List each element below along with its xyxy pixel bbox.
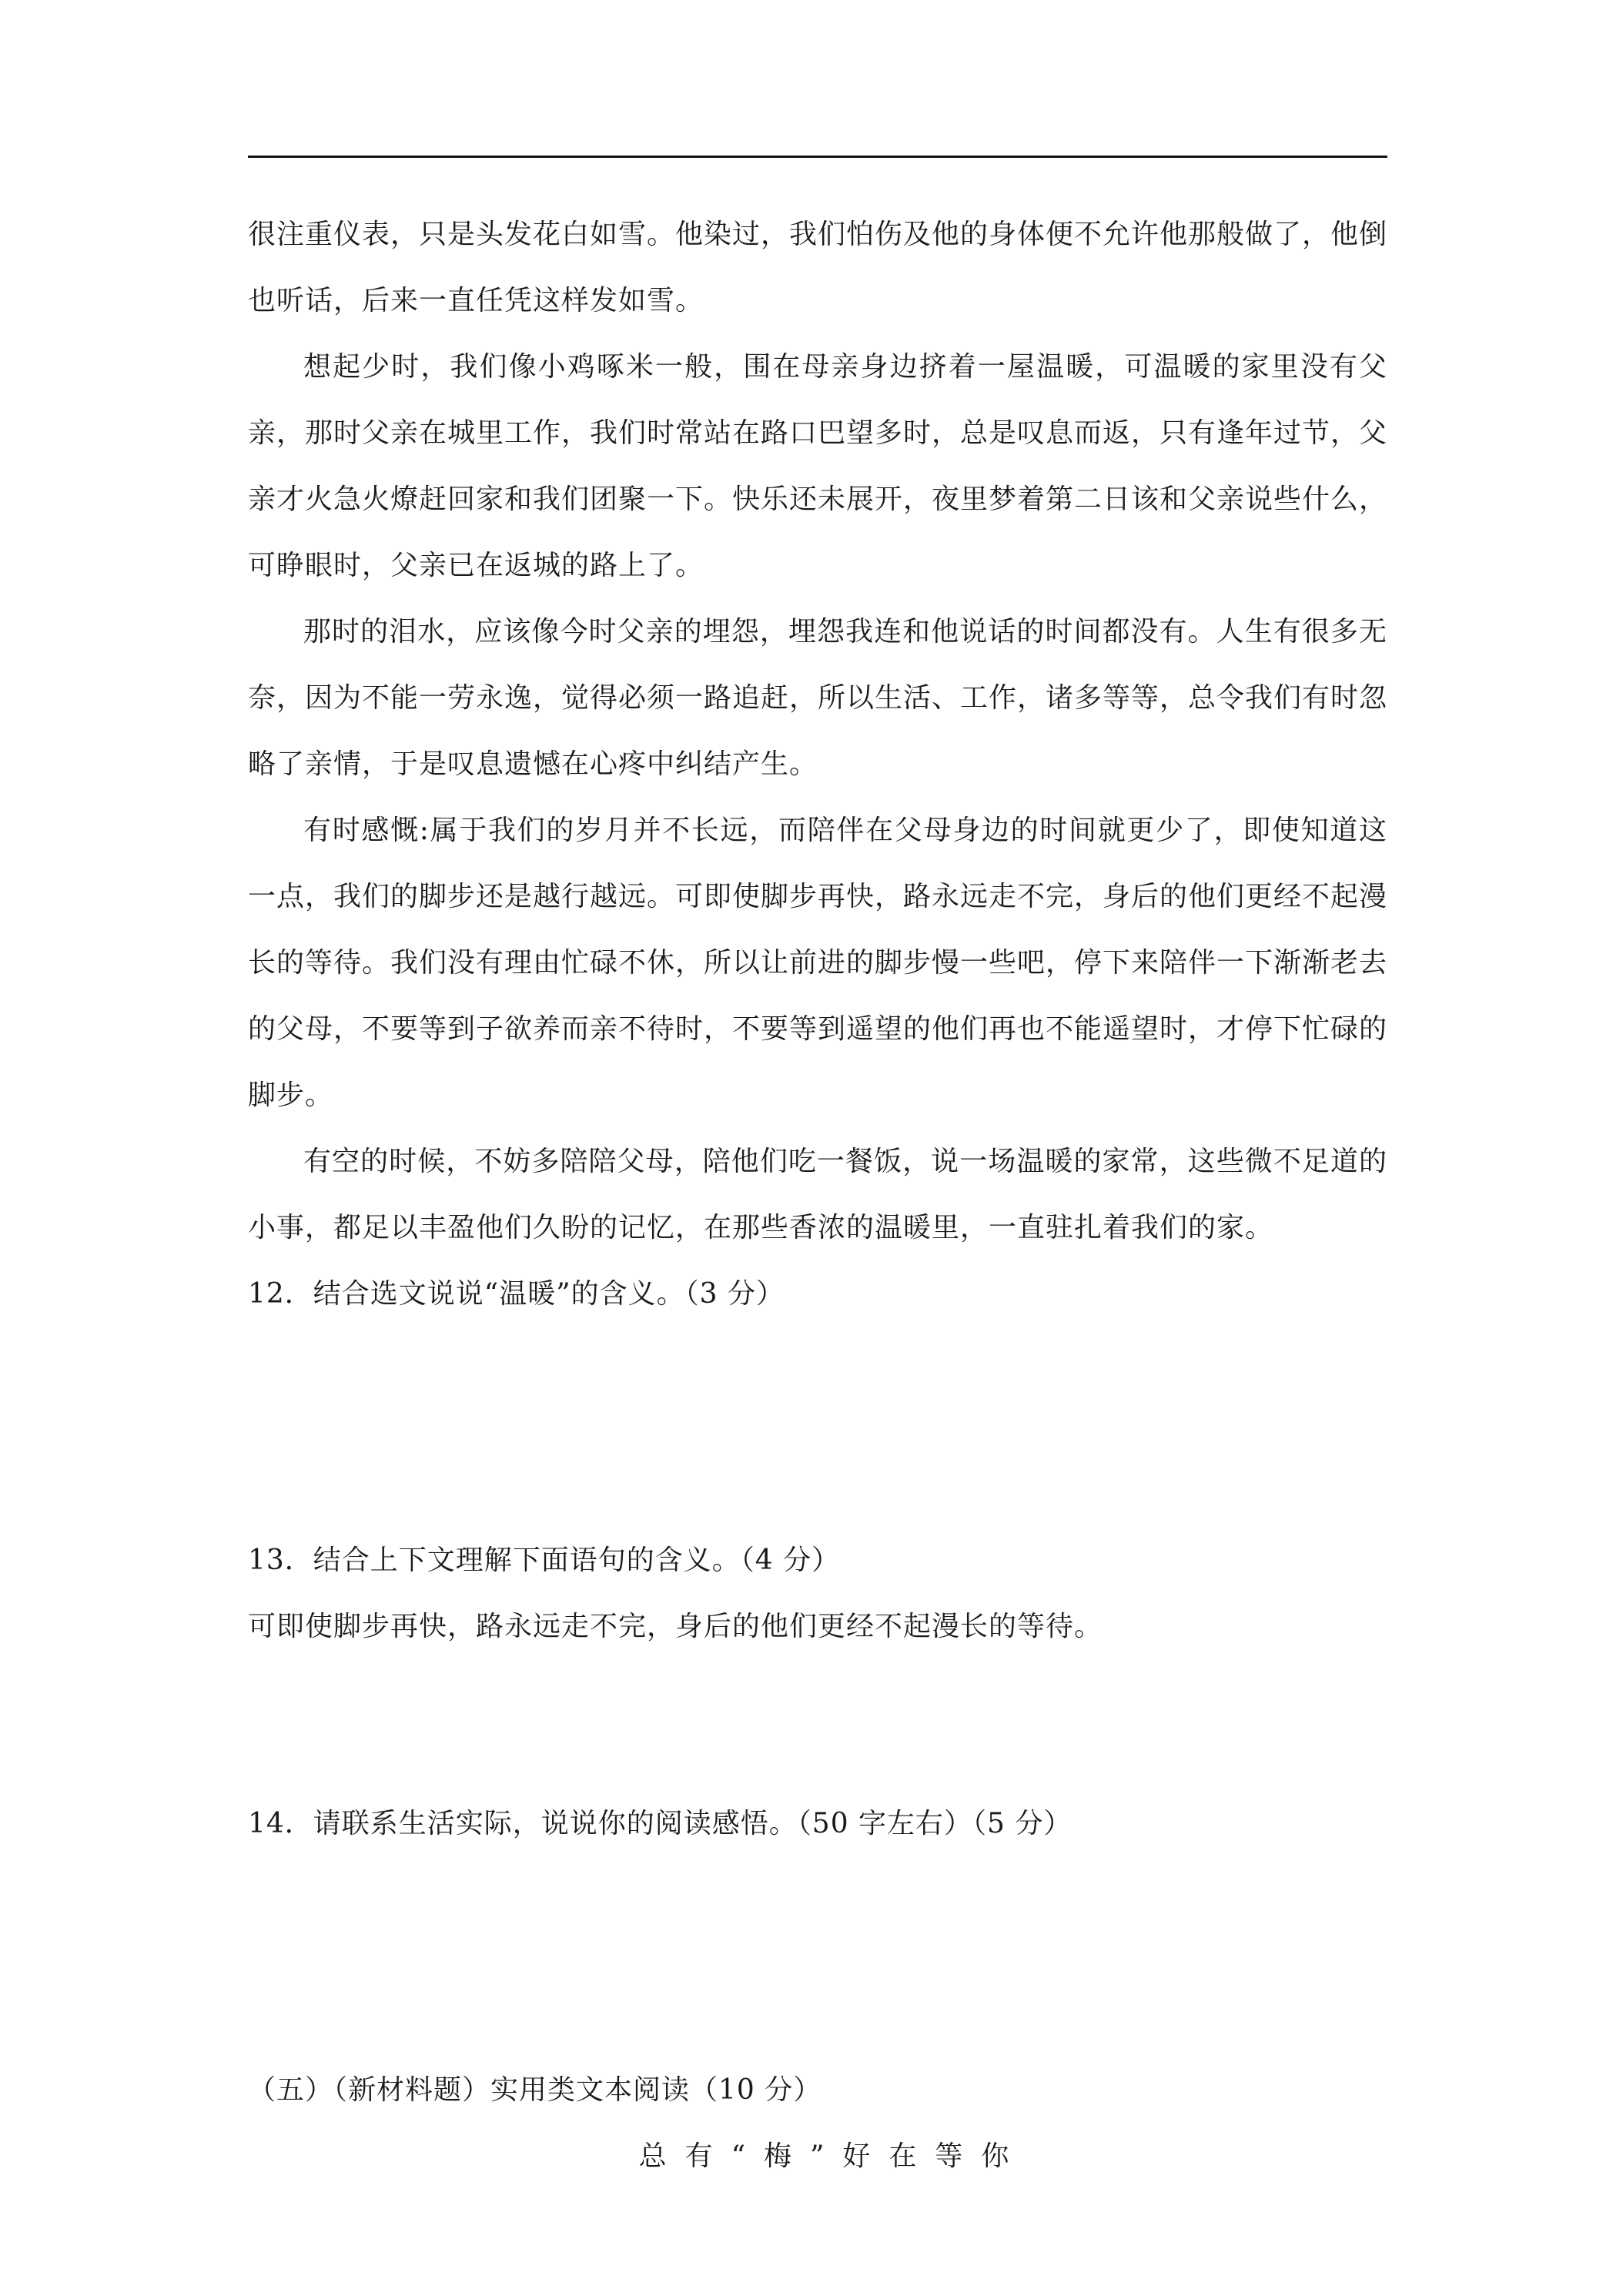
answer-space-12 <box>248 1327 1387 1528</box>
question-13: 13．结合上下文理解下面语句的含义。（4 分） <box>248 1545 841 1576</box>
question-14: 14．请联系生活实际，说说你的阅读感悟。（50 字左右）（5 分） <box>248 1808 1073 1839</box>
header-rule <box>248 156 1387 158</box>
paragraph-continued: 很注重仪表，只是头发花白如雪。他染过，我们怕伤及他的身体便不允许他那般做了，他倒也听话，后来一直任凭这样发如雪。 <box>248 219 1388 316</box>
section-heading: （五）（新材料题）实用类文本阅读（10 分） <box>248 2074 822 2106</box>
paragraph-conclusion: 有空的时候，不妨多陪陪父母，陪他们吃一餐饭，说一场温暖的家常，这些微不足道的小事，都足以丰盈他们久盼的记忆，在那些香浓的温暖里，一直驻扎着我们的家。 <box>248 1146 1387 1243</box>
article-title: 总有“梅”好在等你 <box>638 2140 1028 2172</box>
answer-space-14 <box>248 1857 1387 2057</box>
answer-space-13 <box>248 1660 1387 1791</box>
question-13-quote: 可即使脚步再快，路永远走不完，身后的他们更经不起漫长的等待。 <box>248 1611 1103 1642</box>
paragraph-tears: 那时的泪水，应该像今时父亲的埋怨，埋怨我连和他说话的时间都没有。人生有很多无奈，因为不能一劳永逸，觉得必须一路追赶，所以生活、工作，诸多等等，总令我们有时忽略了亲情，于是叹息遗憾在心疼中纠结产生。 <box>248 616 1388 780</box>
question-12: 12．结合选文说说“温暖”的含义。（3 分） <box>248 1278 785 1310</box>
document-body <box>248 202 1387 2190</box>
paragraph-reflection: 有时感慨:属于我们的岁月并不长远，而陪伴在父母身边的时间就更少了，即使知道这一点，我们的脚步还是越行越远。可即使脚步再快，路永远走不完，身后的他们更经不起漫长的等待。我们没有理由忙碌不休，所以让前进的脚步慢一些吧，停下来陪伴一下渐渐老去的父母，不要等到子欲养而亲不待时，不要等到遥望的他们再也不能遥望时，才停下忙碌的脚步。 <box>248 815 1388 1111</box>
paragraph-childhood: 想起少时，我们像小鸡啄米一般，围在母亲身边挤着一屋温暖，可温暖的家里没有父亲，那时父亲在城里工作，我们时常站在路口巴望多时，总是叹息而返，只有逢年过节，父亲才火急火燎赶回家和我们团聚一下。快乐还未展开，夜里梦着第二日该和父亲说些什么，可睁眼时，父亲已在返城的路上了。 <box>248 351 1388 581</box>
